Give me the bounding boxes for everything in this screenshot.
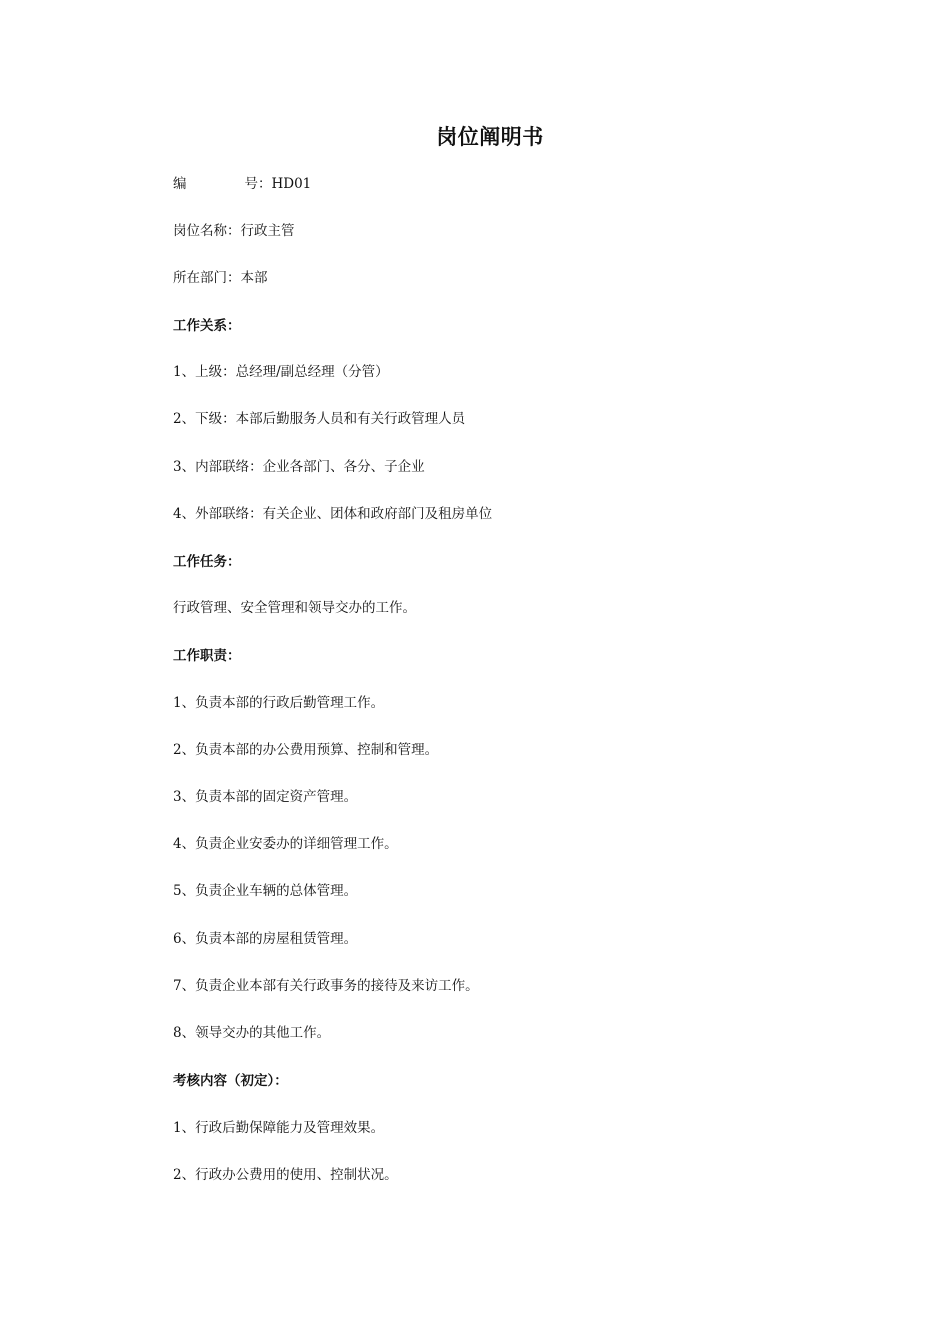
duty-item: 6、负责本部的房屋租赁管理。 <box>173 931 358 947</box>
code-label-right: 号：HD01 <box>244 176 312 192</box>
duty-item: 3、负责本部的固定资产管理。 <box>173 789 358 805</box>
assessment-item: 1、行政后勤保障能力及管理效果。 <box>173 1120 385 1136</box>
duty-item: 8、领导交办的其他工作。 <box>173 1025 331 1041</box>
duty-item: 2、负责本部的办公费用预算、控制和管理。 <box>173 742 439 758</box>
duties-heading: 工作职责： <box>173 648 241 664</box>
duty-item: 4、负责企业安委办的详细管理工作。 <box>173 836 398 852</box>
relations-heading: 工作关系： <box>173 318 241 334</box>
department: 所在部门：本部 <box>173 270 268 286</box>
duty-item: 7、负责企业本部有关行政事务的接待及来访工作。 <box>173 978 479 994</box>
document-title: 岗位阐明书 <box>436 125 544 149</box>
relation-item: 3、内部联络：企业各部门、各分、子企业 <box>173 459 425 475</box>
relation-item: 4、外部联络：有关企业、团体和政府部门及租房单位 <box>173 506 493 522</box>
duty-item: 5、负责企业车辆的总体管理。 <box>173 883 358 899</box>
code-line <box>173 174 311 194</box>
code-label-left: 编 <box>173 176 187 192</box>
duty-item: 1、负责本部的行政后勤管理工作。 <box>173 695 385 711</box>
assessment-item: 2、行政办公费用的使用、控制状况。 <box>173 1167 398 1183</box>
assessment-heading: 考核内容（初定）： <box>173 1073 288 1089</box>
relation-item: 1、上级：总经理/副总经理（分管） <box>173 364 389 380</box>
relation-item: 2、下级：本部后勤服务人员和有关行政管理人员 <box>173 411 466 427</box>
task-text: 行政管理、安全管理和领导交办的工作。 <box>173 600 416 616</box>
task-heading: 工作任务： <box>173 554 241 570</box>
position-name: 岗位名称：行政主管 <box>173 223 295 239</box>
